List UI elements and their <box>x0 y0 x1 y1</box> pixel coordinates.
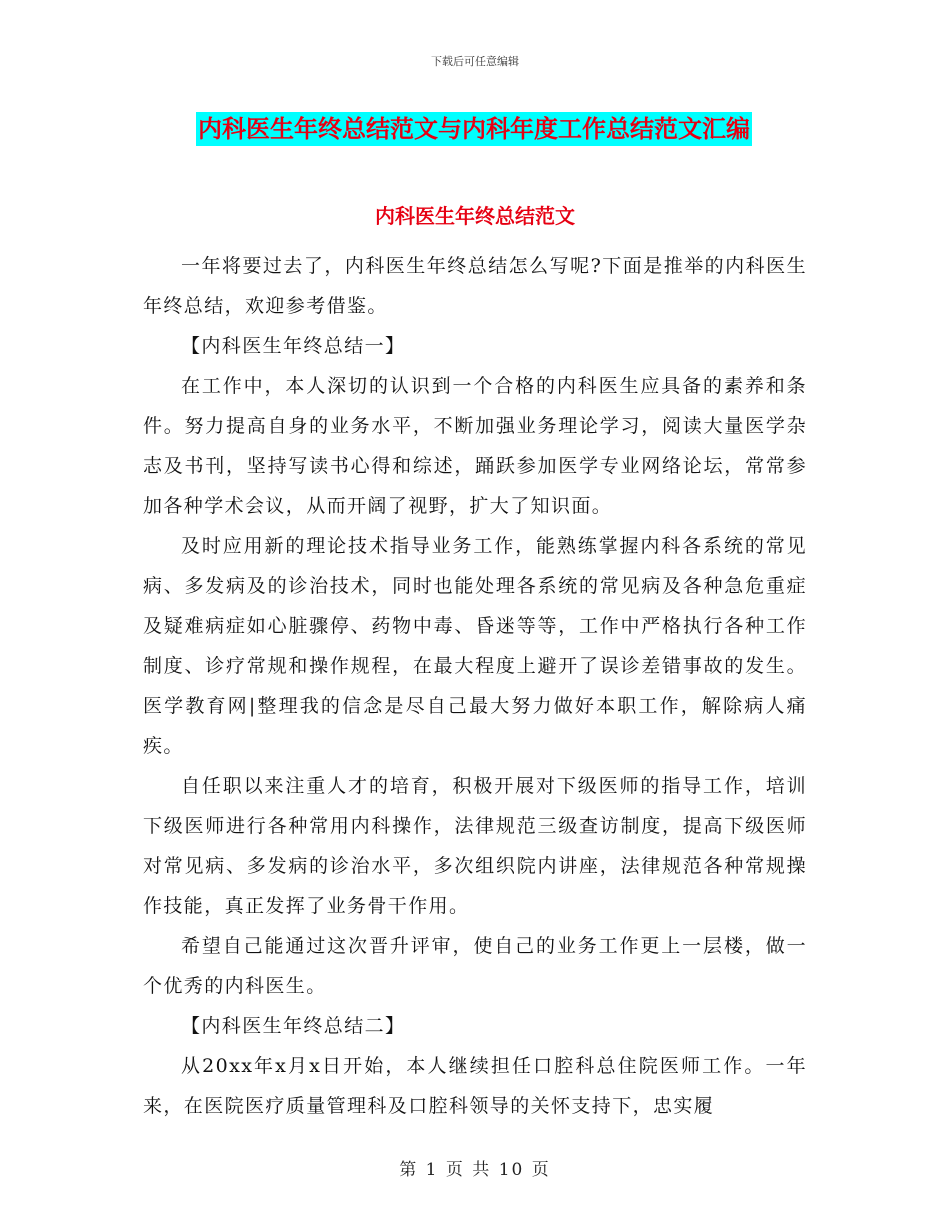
body-paragraph: 在工作中，本人深切的认识到一个合格的内科医生应具备的素养和条件。努力提高自身的业务水平，不断加强业务理论学习，阅读大量医学杂志及书刊，坚持写读书心得和综述，踊跃参加医学专业网络论坛，常常参加各种学术会议，从而开阔了视野，扩大了知识面。 <box>143 375 807 517</box>
document-main-title: 内科医生年终总结范文与内科年度工作总结范文汇编 <box>196 112 752 146</box>
body-paragraph: 从20xx年x月x日开始，本人继续担任口腔科总住院医师工作。一年来，在医院医疗质量管理科及口腔科领导的关怀支持下，忠实履 <box>143 1055 807 1117</box>
document-body <box>143 246 807 1126</box>
body-paragraph: 希望自己能通过这次晋升评审，使自己的业务工作更上一层楼，做一个优秀的内科医生。 <box>143 935 807 997</box>
header-note: 下载后可任意编辑 <box>431 55 519 68</box>
section-title: 内科医生年终总结范文 <box>375 204 575 228</box>
intro-paragraph: 一年将要过去了，内科医生年终总结怎么写呢?下面是推举的内科医生年终总结，欢迎参考借鉴。 <box>143 255 807 317</box>
section-heading-two: 【内科医生年终总结二】 <box>181 1015 406 1037</box>
page-footer: 第 1 页 共 10 页 <box>399 1160 551 1180</box>
body-paragraph: 及时应用新的理论技术指导业务工作，能熟练掌握内科各系统的常见病、多发病及的诊治技术，同时也能处理各系统的常见病及各种急危重症及疑难病症如心脏骤停、药物中毒、昏迷等等，工作中严格执行各种工作制度、诊疗常规和操作规程，在最大程度上避开了误诊差错事故的发生。医学教育网|整理我的信念是尽自己最大努力做好本职工作，解除病人痛疾。 <box>143 535 807 757</box>
section-heading-one: 【内科医生年终总结一】 <box>181 335 406 357</box>
body-paragraph: 自任职以来注重人才的培育，积极开展对下级医师的指导工作，培训下级医师进行各种常用内科操作，法律规范三级查访制度，提高下级医师对常见病、多发病的诊治水平，多次组织院内讲座，法律规范各种常规操作技能，真正发挥了业务骨干作用。 <box>143 775 807 917</box>
